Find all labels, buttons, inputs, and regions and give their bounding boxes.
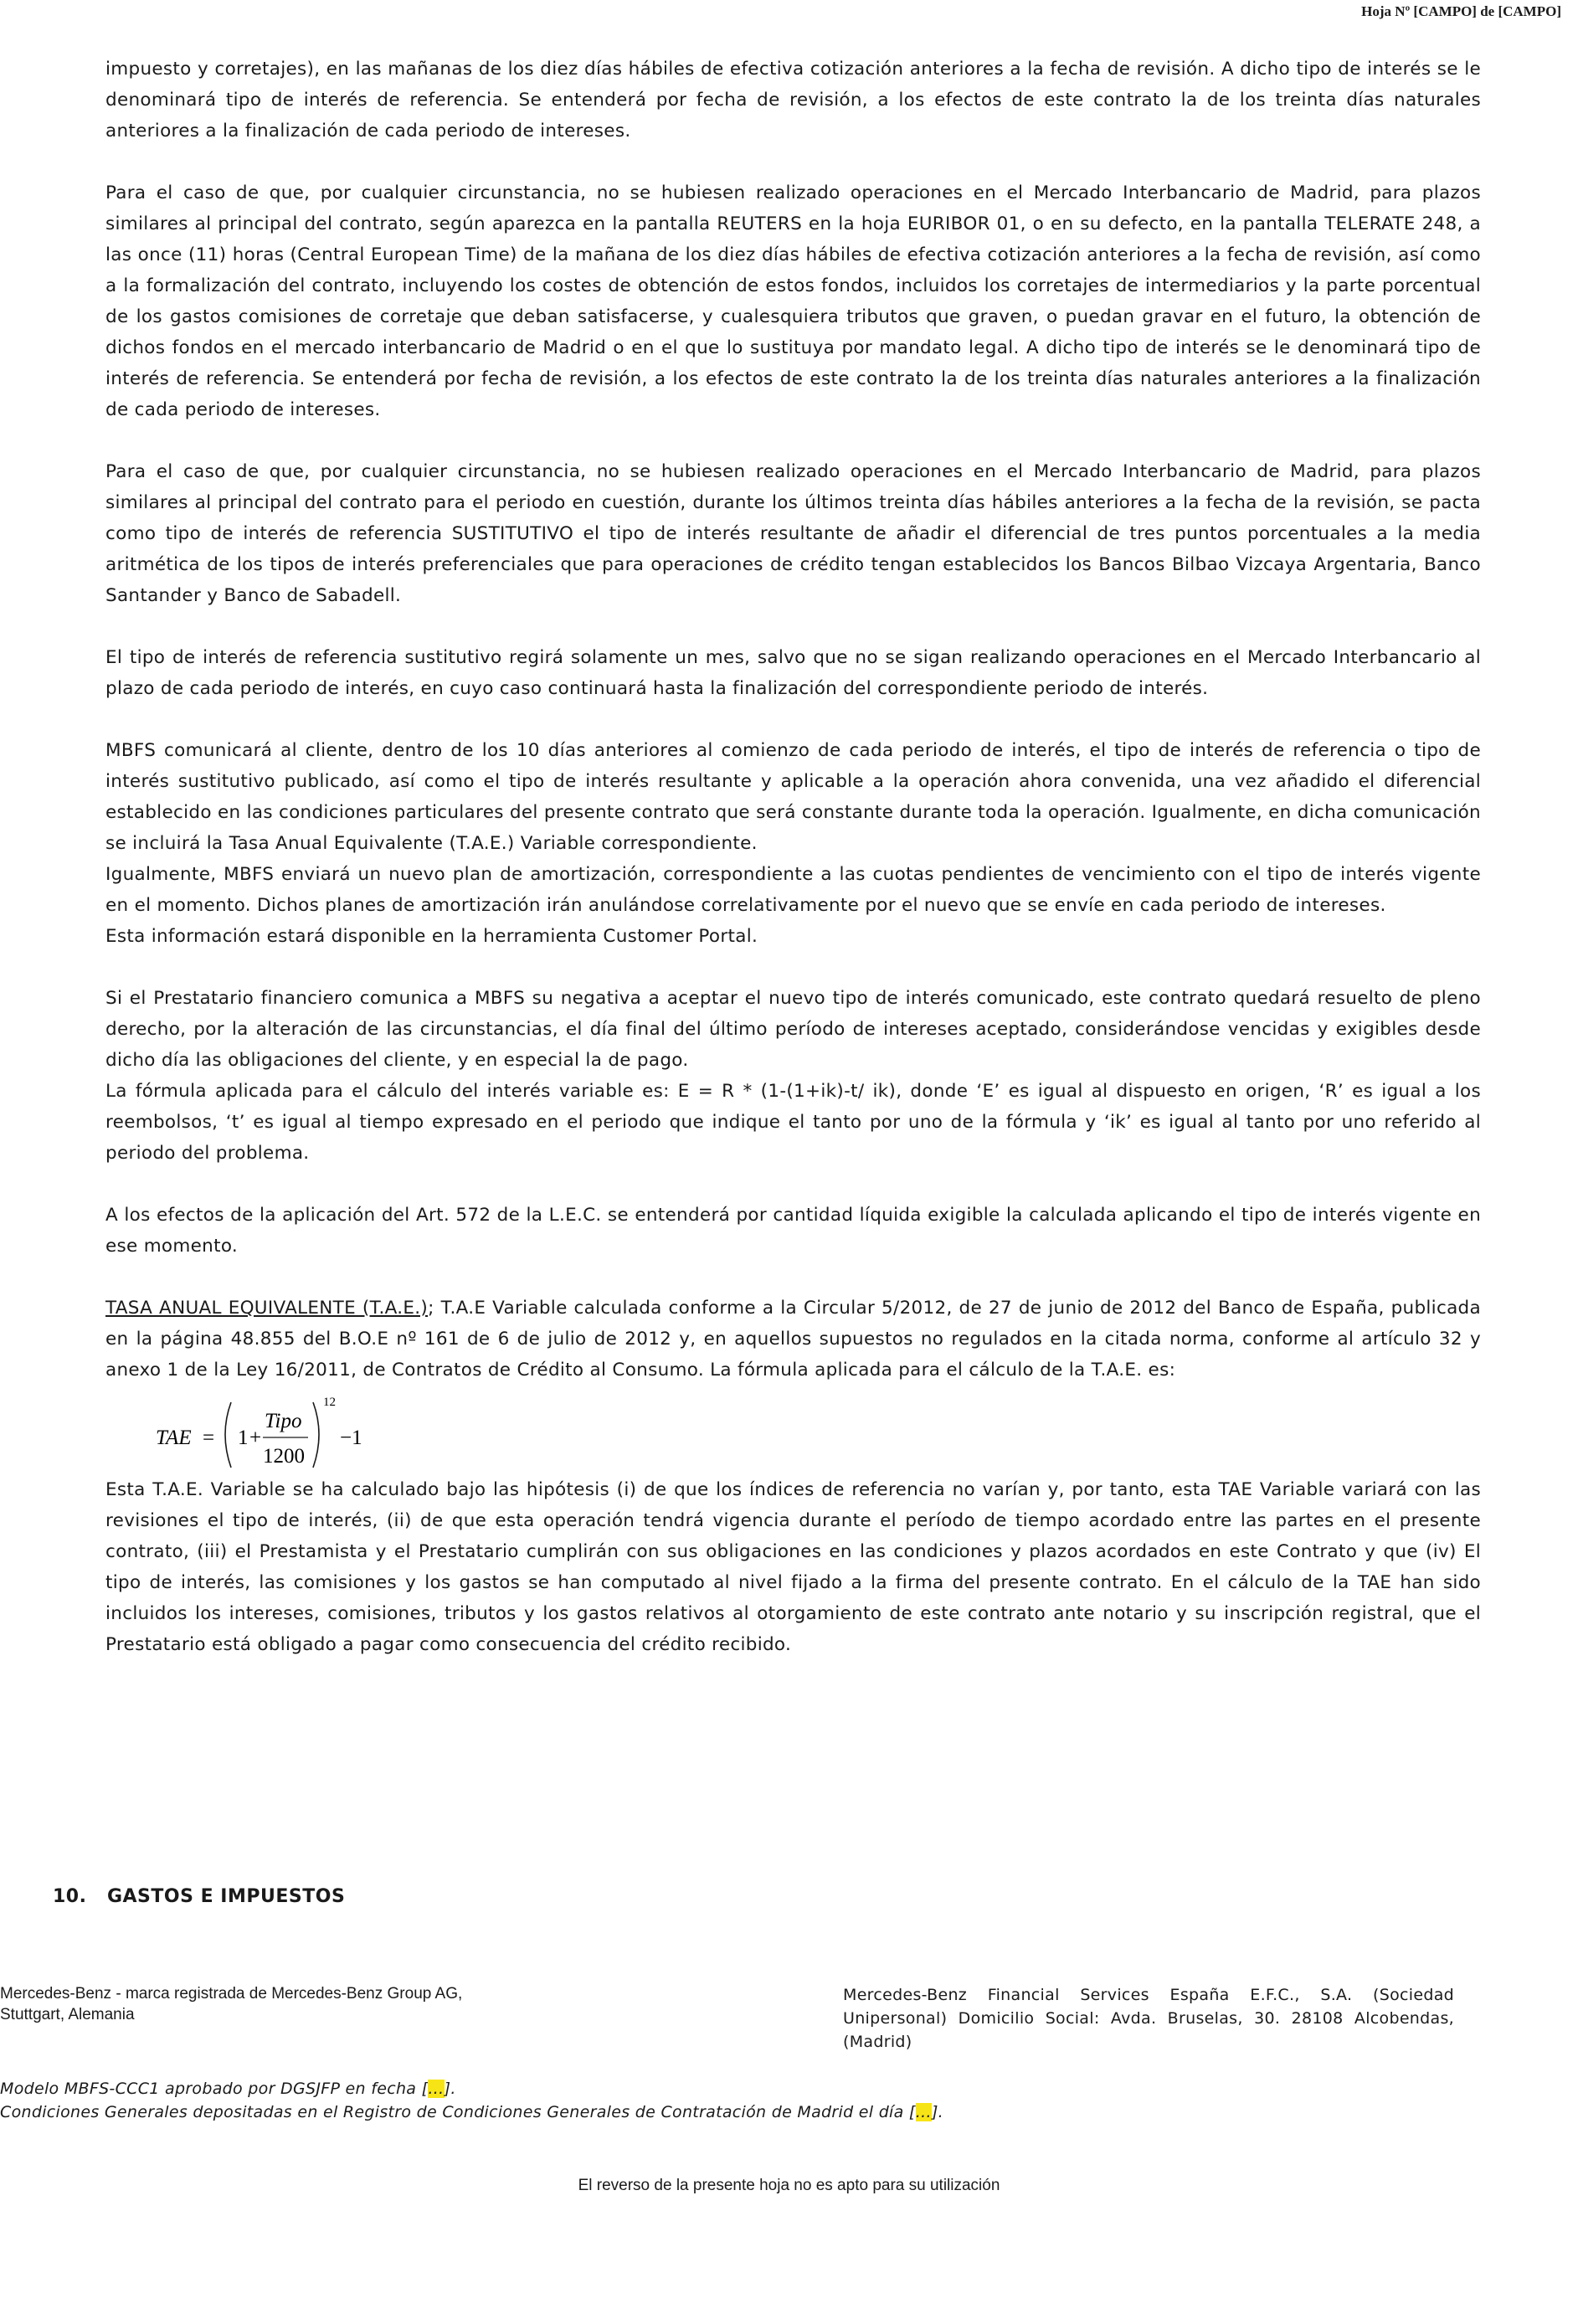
paragraph-customer-portal: Esta información estará disponible en la herramienta Customer Portal. bbox=[105, 926, 758, 947]
paragraph-amortization-plan: Igualmente, MBFS enviará un nuevo plan de amortización, correspondiente a las cuotas pendientes de vencimiento con el tipo de interés vigente en el momento. Dichos planes de amortización irán anulándose correlativamente por el nuevo que se envíe en cada periodo de intereses. bbox=[105, 864, 1481, 916]
paragraph-fallback-interbank: Para el caso de que, por cualquier circunstancia, no se hubiesen realizado operaciones en el Mercado Interbancario de Madrid, para plazos similares al principal del contrato, según aparezca en la pantalla REUTERS en la hoja EURIBOR 01, o en su defecto, en la pantalla TELERATE 248, a las once (11) horas (Central European Time) de la mañana de los diez días hábiles de efectiva cotización anteriores a la fecha de revisión, así como a la formalización del contrato, incluyendo los costes de obtención de estos fondos, incluidos los corretajes de intermediarios y la parte porcentual de los gastos comisiones de corretaje que deban satisfacerse, y cualesquiera tributos que graven, o puedan gravar en el futuro, la obtención de dichos fondos en el mercado interbancario de Madrid o en el que lo sustituya por mandato legal. A dicho tipo de interés se le denominará tipo de interés de referencia. Se entenderá por fecha de revisión, a los efectos de este contrato la de los treinta días naturales anteriores a la finalización de cada periodo de intereses. bbox=[105, 183, 1481, 420]
footer-trademark-line1: Mercedes-Benz - marca registrada de Mercedes-Benz Group AG, bbox=[0, 1985, 463, 2003]
paragraph-mbfs-communication: MBFS comunicará al cliente, dentro de los 10 días anteriores al comienzo de cada periodo de interés, el tipo de interés de referencia o tipo de interés sustitutivo publicado, así como el tipo de interés resultante y aplicable a la operación ahora convenida, una vez añadido el diferencial establecido en las condiciones particulares del presente contrato que será constante durante toda la operación. Igualmente, en dicha comunicación se incluirá la Tasa Anual Equivalente (T.A.E.) Variable correspondiente. bbox=[105, 740, 1481, 854]
paragraph-variable-formula: La fórmula aplicada para el cálculo del interés variable es: E = R * (1-(1+ik)-t/ ik), donde ‘E’ es igual al dispuesto en origen, ‘R’ es igual a los reembolsos, ‘t’ es igual al tiempo expresado en el periodo que indique el tanto por uno de la fórmula y ‘ik’ es igual al tanto por uno referido al periodo del problema. bbox=[105, 1081, 1481, 1164]
formula-denominator: 1200 bbox=[263, 1445, 305, 1468]
tae-formula bbox=[156, 1391, 1481, 1474]
footer-company-info: Mercedes-Benz Financial Services España E.F.C., S.A. (Sociedad Unipersonal) Domicilio Social: Avda. Bruselas, 30. 28108 Alcobendas, (Madrid) bbox=[843, 1986, 1454, 2051]
section-heading bbox=[53, 1886, 345, 1907]
paragraph-substitute-rate: Para el caso de que, por cualquier circunstancia, no se hubiesen realizado operaciones en el Mercado Interbancario de Madrid, para plazos similares al principal del contrato para el periodo en cuestión, durante los últimos treinta días hábiles anteriores a la fecha de la revisión, se pacta como tipo de interés de referencia SUSTITUTIVO el tipo de interés resultante de añadir el diferencial de tres puntos porcentuales a la media aritmética de los tipos de interés preferenciales que para operaciones de crédito tengan establecidos los Bancos Bilbao Vizcaya Argentaria, Banco Santander y Banco de Sabadell. bbox=[105, 461, 1481, 606]
conditions-date-placeholder: … bbox=[915, 2103, 932, 2121]
formula-exponent: 12 bbox=[323, 1396, 336, 1409]
formula-numerator: Tipo bbox=[265, 1410, 302, 1432]
footer-conditions-line: Condiciones Generales depositadas en el Registro de Condiciones Generales de Contratación de Madrid el día […]. bbox=[0, 2103, 944, 2121]
footer-trademark bbox=[0, 1983, 502, 2025]
footer-model-line: Modelo MBFS-CCC1 aprobado por DGSJFP en fecha […]. bbox=[0, 2080, 456, 2098]
tae-formula-graphic bbox=[156, 1391, 407, 1474]
paragraph-tae bbox=[105, 1293, 1481, 1386]
formula-lhs: TAE bbox=[156, 1427, 192, 1449]
sheet-number-header: Hoja Nº [CAMPO] de [CAMPO] bbox=[1361, 3, 1561, 19]
formula-equals: = bbox=[203, 1427, 215, 1449]
document-body bbox=[105, 54, 1481, 1660]
section-title-text: GASTOS E IMPUESTOS bbox=[106, 1886, 346, 1907]
formula-minus-one: −1 bbox=[340, 1427, 362, 1449]
model-date-placeholder: … bbox=[428, 2080, 445, 2098]
formula-plus: + bbox=[249, 1427, 262, 1449]
tae-text: ; T.A.E Variable calculada conforme a la Circular 5/2012, de 27 de junio de 2012 del Banco de España, publicada en la página 48.855 del B.O.E nº 161 de 6 de julio de 2012 y, en aquellos supuestos no regulados en la citada norma, conforme al artículo 32 y anexo 1 de la Ley 16/2011, de Contratos de Crédito al Consumo. La fórmula aplicada para el cálculo de la T.A.E. es: bbox=[105, 1298, 1481, 1381]
reverse-note: El reverso de la presente hoja no es apto para su utilización bbox=[578, 2177, 1000, 2194]
paragraph-substitute-duration: El tipo de interés de referencia sustitutivo regirá solamente un mes, salvo que no se sigan realizando operaciones en el Mercado Interbancario al plazo de cada periodo de interés, en cuyo caso continuará hasta la finalización del correspondiente periodo de interés. bbox=[105, 647, 1481, 699]
section-number: 10. bbox=[53, 1886, 87, 1907]
footer-trademark-line2: Stuttgart, Alemania bbox=[0, 2006, 135, 2023]
paragraph-reference-rate: impuesto y corretajes), en las mañanas de los diez días hábiles de efectiva cotización anteriores a la fecha de revisión. A dicho tipo de interés se le denominará tipo de interés de referencia. Se entenderá por fecha de revisión, a los efectos de este contrato la de los treinta días naturales anteriores a la finalización de cada periodo de intereses. bbox=[105, 59, 1481, 141]
formula-one: 1 bbox=[238, 1427, 249, 1449]
paragraph-rejection: Si el Prestatario financiero comunica a MBFS su negativa a aceptar el nuevo tipo de interés comunicado, este contrato quedará resuelto de pleno derecho, por la alteración de las circunstancias, el día final del último período de intereses aceptado, considerándose vencidas y exigibles desde dicho día las obligaciones del cliente, y en especial la de pago. bbox=[105, 988, 1481, 1071]
footer-model-info bbox=[0, 2077, 1088, 2124]
formula-right-paren bbox=[313, 1402, 319, 1468]
paragraph-lec-572: A los efectos de la aplicación del Art. 572 de la L.E.C. se entenderá por cantidad líquida exigible la calculada aplicando el tipo de interés vigente en ese momento. bbox=[105, 1205, 1481, 1257]
formula-left-paren bbox=[225, 1402, 231, 1468]
paragraph-tae-hypotheses: Esta T.A.E. Variable se ha calculado bajo las hipótesis (i) de que los índices de referencia no varían y, por tanto, esta TAE Variable variará con las revisiones el tipo de interés, (ii) de que esta operación tendrá vigencia durante el período de tiempo acordado entre las partes en el presente contrato, (iii) el Prestamista y el Prestatario cumplirán con sus obligaciones en las condiciones y plazos acordados en este Contrato y que (iv) El tipo de interés, las comisiones y los gastos se han computado al nivel fijado a la firma del presente contrato. En el cálculo de la TAE han sido incluidos los intereses, comisiones, tributos y los gastos relativos al otorgamiento de este contrato ante notario y su inscripción registral, que el Prestatario está obligado a pagar como consecuencia del crédito recibido. bbox=[105, 1479, 1481, 1655]
tae-heading: TASA ANUAL EQUIVALENTE (T.A.E.) bbox=[105, 1298, 429, 1319]
